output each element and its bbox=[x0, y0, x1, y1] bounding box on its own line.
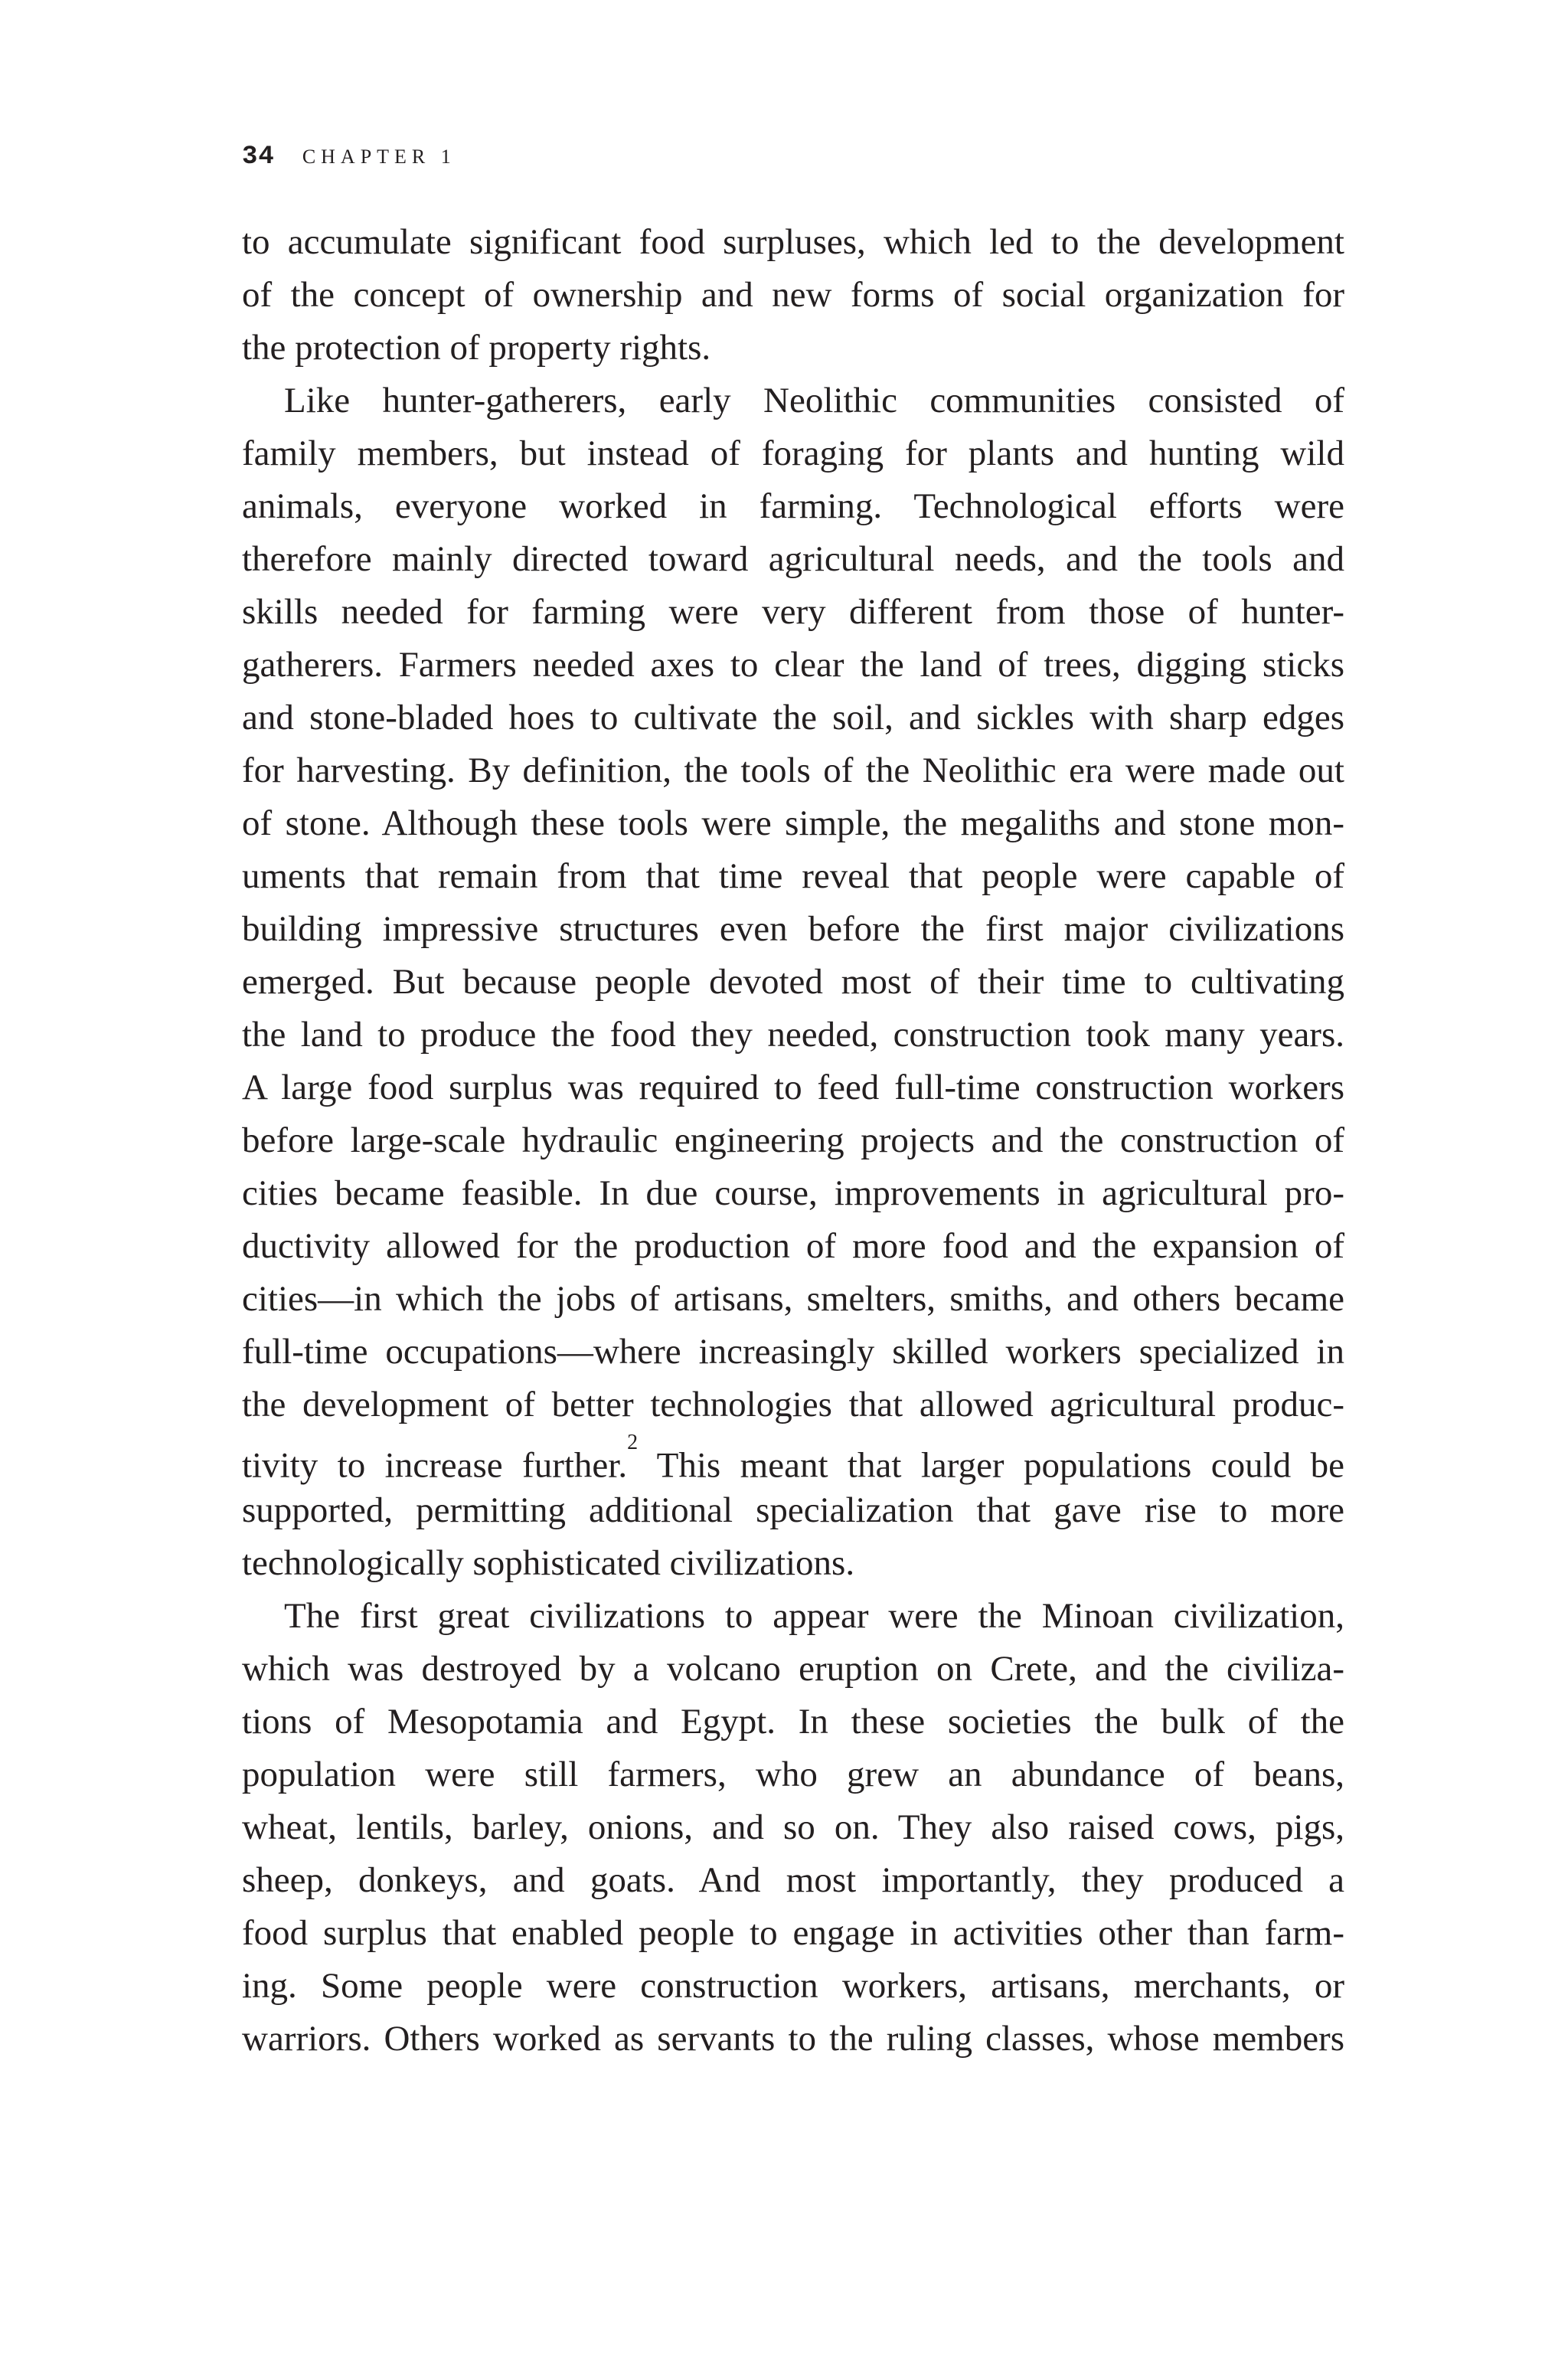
text-line: full-time occupations—where increasingly skilled workers specialized in bbox=[242, 1332, 1344, 1372]
text-line: supported, permitting additional specialization that gave rise to more bbox=[242, 1490, 1344, 1530]
text-line: skills needed for farming were very different from those of hunter- bbox=[242, 592, 1344, 632]
text-line: building impressive structures even before the first major civilizations bbox=[242, 909, 1344, 949]
text-line: technologically sophisticated civilizations. bbox=[242, 1543, 855, 1583]
text-line: to accumulate significant food surpluses, which led to the development bbox=[242, 222, 1344, 262]
chapter-label: CHAPTER 1 bbox=[302, 146, 456, 168]
text-line: tions of Mesopotamia and Egypt. In these societies the bulk of the bbox=[242, 1702, 1344, 1742]
text-line: ing. Some people were construction workers, artisans, merchants, or bbox=[242, 1966, 1344, 2006]
text-line: the development of better technologies that allowed agricultural produc- bbox=[242, 1385, 1344, 1424]
text-line: cities—in which the jobs of artisans, smelters, smiths, and others became bbox=[242, 1279, 1344, 1319]
text-line: and stone-bladed hoes to cultivate the soil, and sickles with sharp edges bbox=[242, 698, 1344, 738]
text-line: sheep, donkeys, and goats. And most importantly, they produced a bbox=[242, 1860, 1344, 1900]
body-text bbox=[242, 216, 1344, 2065]
text-line: food surplus that enabled people to engage in activities other than farm- bbox=[242, 1913, 1344, 1953]
footnote-marker[interactable]: 2 bbox=[627, 1431, 639, 1454]
text-line: the protection of property rights. bbox=[242, 328, 711, 368]
text-segment: This meant that larger populations could be bbox=[638, 1445, 1344, 1486]
text-line: which was destroyed by a volcano eruption on Crete, and the civiliza- bbox=[242, 1649, 1344, 1689]
text-line: before large-scale hydraulic engineering projects and the construction of bbox=[242, 1120, 1344, 1160]
text-line: of stone. Although these tools were simple, the megaliths and stone mon- bbox=[242, 803, 1344, 843]
text-line: wheat, lentils, barley, onions, and so on. They also raised cows, pigs, bbox=[242, 1807, 1344, 1847]
text-line: emerged. But because people devoted most of their time to cultivating bbox=[242, 962, 1344, 1002]
text-line: ductivity allowed for the production of more food and the expansion of bbox=[242, 1226, 1344, 1266]
text-line: Like hunter-gatherers, early Neolithic communities consisted of bbox=[284, 381, 1344, 420]
text-line: gatherers. Farmers needed axes to clear the land of trees, digging sticks bbox=[242, 645, 1344, 685]
text-line: warriors. Others worked as servants to the ruling classes, whose members bbox=[242, 2019, 1344, 2059]
text-segment: tivity to increase further. bbox=[242, 1445, 628, 1486]
text-line: of the concept of ownership and new forms of social organization for bbox=[242, 275, 1344, 315]
text-line: cities became feasible. In due course, improvements in agricultural pro- bbox=[242, 1173, 1344, 1213]
text-line: population were still farmers, who grew an abundance of beans, bbox=[242, 1755, 1344, 1794]
text-line: therefore mainly directed toward agricultural needs, and the tools and bbox=[242, 539, 1344, 579]
running-head bbox=[242, 142, 456, 172]
text-line: the land to produce the food they needed, construction took many years. bbox=[242, 1015, 1344, 1055]
text-line-with-footnote bbox=[242, 1431, 1344, 1484]
text-line: for harvesting. By definition, the tools of the Neolithic era were made out bbox=[242, 751, 1344, 790]
text-line: uments that remain from that time reveal that people were capable of bbox=[242, 856, 1344, 896]
text-line: family members, but instead of foraging for plants and hunting wild bbox=[242, 433, 1344, 473]
page-number: 34 bbox=[242, 142, 275, 172]
text-line: A large food surplus was required to feed full-time construction workers bbox=[242, 1068, 1344, 1107]
text-line: animals, everyone worked in farming. Technological efforts were bbox=[242, 486, 1344, 526]
text-line: The first great civilizations to appear were the Minoan civilization, bbox=[284, 1596, 1344, 1636]
